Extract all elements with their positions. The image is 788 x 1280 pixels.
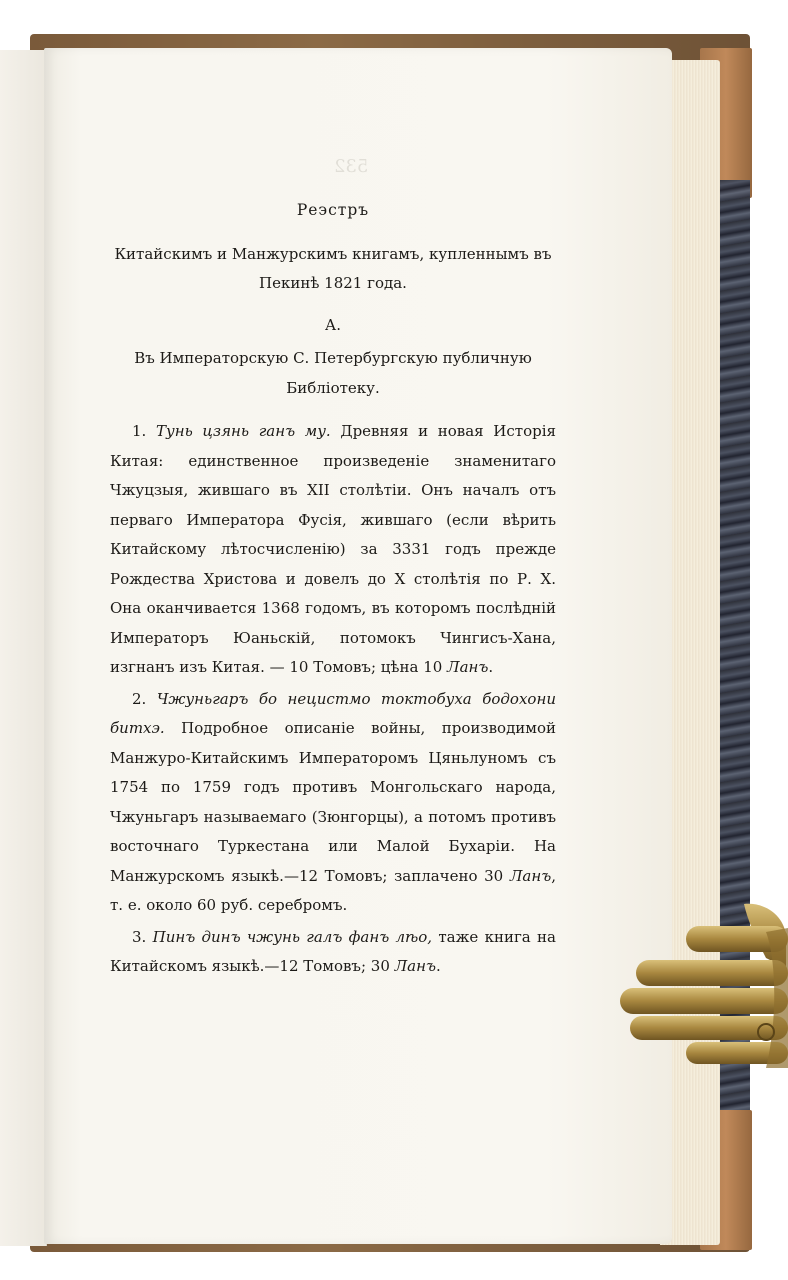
entry-title: Чжуньгаръ бо нецистмо токтобуха бодохони битхэ. [110,689,556,737]
page-title: Реэстръ [296,201,370,219]
ghost-page-number: 532 [334,156,369,177]
entry-price-unit: Ланъ [509,866,552,885]
entry-title: Пинъ динъ чжунь галъ фанъ лѣо, [152,927,433,946]
entry-text: Древняя и новая Исторія Китая: единственное произведеніе знаменитаго Чжуцзыя, жившаго въ XII столѣтіи. Онъ началъ отъ перваго Императора Фусія, жившаго (если вѣрить Китайскому лѣтосчисленію) за 3331 годъ прежде Рождества Христова и довелъ до X столѣтія по Р. Х. Она оканчивается 1368 годомъ, въ которомъ послѣдній Императоръ Юаньскій, потомокъ Чингисъ-Хана, изгнанъ изъ Китая. — 10 Томовъ; цѣна 10 [110,422,556,676]
entry-tail: . [488,658,494,676]
facing-page [0,50,47,1246]
entry-text: Подробное описаніе войны, производимой Манжуро-Китайскимъ Императоромъ Цяньлуномъ съ 1754 по 1759 годъ противъ Монгольскаго народа, Чжуньгаръ называемаго (Зюнгорцы), а потомъ противъ восточнаго Туркестана или Малой Бухаріи. На Манжурскомъ языкѣ.—12 Томовъ; заплачено 30 [110,719,556,885]
entry-price-unit: Ланъ [447,658,489,676]
catalog-entry-1 [110,417,556,683]
entry-number: 2. [132,689,147,708]
section-heading: Въ Императорскую С. Петербургскую публичную Библіотеку. [134,349,532,397]
entry-title: Тунь цзянь ганъ му. [156,422,331,440]
page-text [110,196,556,984]
entry-tail: . [436,957,441,975]
catalog-entry-2 [110,685,556,921]
section-letter: А. [324,315,342,334]
entry-text: таже книга на Китайскомъ языкѣ.—12 Томовъ; 30 [110,927,556,975]
brass-hand-clip-icon [616,898,788,1074]
entry-tail: , т. е. около 60 руб. серебромъ. [110,866,556,914]
entry-number: 1. [132,422,147,440]
catalog-entry-3 [110,923,556,982]
entry-number: 3. [132,927,147,946]
entry-price-unit: Ланъ [394,957,436,975]
page-subtitle: Китайскимъ и Манжурскимъ книгамъ, купленнымъ въ Пекинѣ 1821 года. [114,244,552,292]
